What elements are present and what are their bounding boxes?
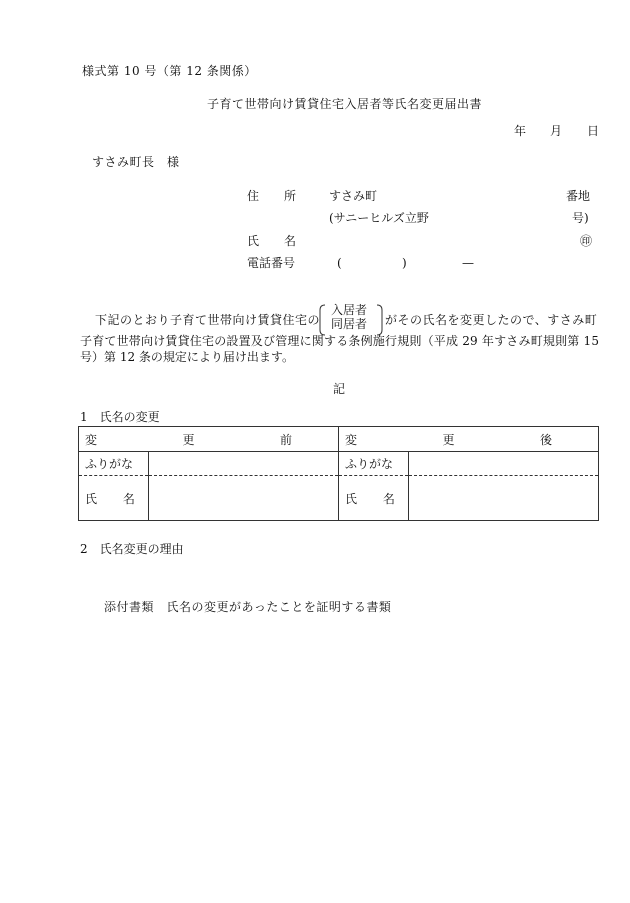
body-line-1b: がその氏名を変更したので、すさみ町 bbox=[385, 313, 598, 327]
name-label-after-2: 名 bbox=[382, 491, 395, 506]
option-resident: 入居者 bbox=[331, 303, 368, 317]
before-header-char-3: 前 bbox=[280, 432, 293, 447]
seal-mark: ㊞ bbox=[580, 234, 593, 248]
section-2-heading: 2 氏名変更の理由 bbox=[80, 542, 184, 556]
right-bracket bbox=[375, 304, 383, 336]
body-line-2: 子育て世帯向け賃貸住宅の設置及び管理に関する条例施行規則（平成 29 年すさみ町規則第 15 bbox=[80, 334, 600, 348]
building-name: (サニーヒルズ立野 bbox=[329, 211, 429, 225]
furigana-label-after: ふりがな bbox=[339, 452, 409, 476]
before-header-char-2: 更 bbox=[182, 432, 195, 447]
address-value: すさみ町 bbox=[329, 189, 378, 203]
name-change-table bbox=[78, 426, 599, 521]
ki-heading: 記 bbox=[333, 382, 346, 396]
after-header-char-1: 変 bbox=[345, 432, 358, 447]
before-header bbox=[79, 427, 339, 452]
phone-label: 電話番号 bbox=[247, 256, 296, 270]
name-label-before-2: 名 bbox=[122, 491, 135, 506]
name-row bbox=[79, 476, 599, 521]
name-label-before bbox=[79, 476, 149, 521]
left-bracket bbox=[319, 304, 327, 336]
section-1-heading: 1 氏名の変更 bbox=[80, 410, 160, 424]
name-label-after bbox=[339, 476, 409, 521]
name-label-1: 氏 bbox=[247, 234, 260, 248]
phone-close-paren: ) bbox=[402, 256, 407, 270]
document-title: 子育て世帯向け賃貸住宅入居者等氏名変更届出書 bbox=[207, 97, 483, 111]
date-year: 年 bbox=[514, 124, 527, 138]
body-line-1a: 下記のとおり子育て世帯向け賃貸住宅の bbox=[95, 313, 321, 327]
date-day: 日 bbox=[587, 124, 600, 138]
addressee: すさみ町長 様 bbox=[92, 155, 180, 169]
name-label-after-1: 氏 bbox=[345, 491, 358, 506]
after-header-char-2: 更 bbox=[442, 432, 455, 447]
option-cohabitant: 同居者 bbox=[331, 317, 368, 331]
name-label-before-1: 氏 bbox=[85, 491, 98, 506]
address-label-1: 住 bbox=[247, 189, 260, 203]
attachment-note: 添付書類 氏名の変更があったことを証明する書類 bbox=[104, 600, 392, 614]
furigana-input-after[interactable] bbox=[409, 452, 599, 476]
banchi-label: 番地 bbox=[566, 189, 591, 203]
before-header-char-1: 変 bbox=[85, 432, 98, 447]
name-input-before[interactable] bbox=[149, 476, 339, 521]
phone-dash: — bbox=[462, 256, 474, 270]
room-number-label: 号) bbox=[572, 211, 589, 225]
after-header bbox=[339, 427, 599, 452]
name-input-after[interactable] bbox=[409, 476, 599, 521]
name-label-2: 名 bbox=[284, 234, 297, 248]
table-header-row bbox=[79, 427, 599, 452]
after-header-char-3: 後 bbox=[540, 432, 553, 447]
form-number: 様式第 10 号（第 12 条関係） bbox=[82, 64, 257, 78]
date-month: 月 bbox=[550, 124, 563, 138]
address-label-2: 所 bbox=[284, 189, 297, 203]
furigana-row bbox=[79, 452, 599, 476]
furigana-label-before: ふりがな bbox=[79, 452, 149, 476]
body-line-3: 号）第 12 条の規定により届け出ます。 bbox=[80, 350, 294, 364]
furigana-input-before[interactable] bbox=[149, 452, 339, 476]
phone-open-paren: ( bbox=[337, 256, 342, 270]
